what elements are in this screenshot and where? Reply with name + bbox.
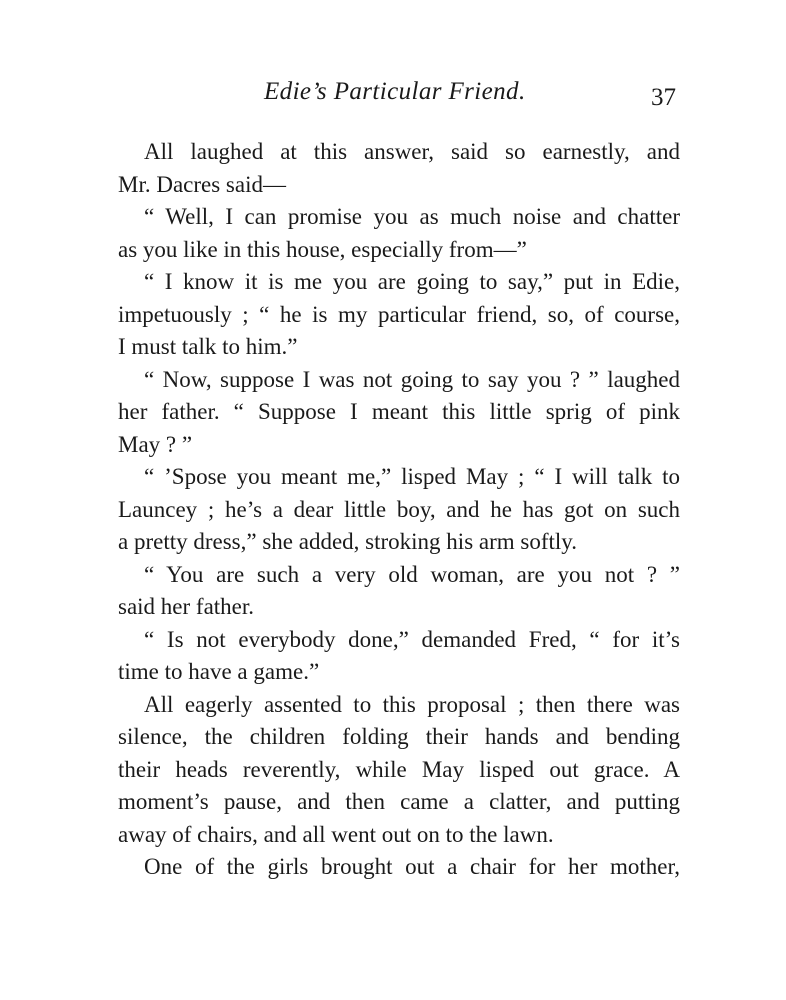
text-line: One of the girls brought out a chair for her mother,	[144, 854, 680, 879]
text-line: their heads reverently, while May lisped out grace. A	[118, 756, 680, 782]
text-line: as you like in this house, especially from—”	[118, 236, 527, 262]
text-line: All laughed at this answer, said so earnestly, and	[144, 139, 680, 164]
text-line: May ? ”	[118, 431, 193, 457]
page-number: 37	[651, 84, 676, 111]
text-line: “ Is not everybody done,” demanded Fred, “ for it’s	[144, 626, 680, 652]
text-line: impetuously ; “ he is my particular friend, so, of course,	[118, 301, 680, 327]
text-line: “ I know it is me you are going to say,” put in Edie,	[144, 269, 680, 294]
running-head	[0, 78, 786, 118]
text-line: time to have a game.”	[118, 659, 320, 684]
text-line: silence, the children folding their hands and bending	[118, 724, 680, 749]
text-line: Launcey ; he’s a dear little boy, and he has got on such	[118, 496, 680, 522]
text-line: “ Well, I can promise you as much noise and chatter	[144, 204, 680, 229]
text-line: moment’s pause, and then came a clatter, and putting	[118, 789, 680, 814]
running-title: Edie’s Particular Friend.	[264, 78, 526, 105]
body-text	[118, 136, 680, 884]
text-line: I must talk to him.”	[118, 334, 298, 359]
text-line: “ You are such a very old woman, are you not ? ”	[144, 561, 680, 587]
text-line: “ Now, suppose I was not going to say you ? ” laughed	[144, 366, 680, 392]
text-line: All eagerly assented to this proposal ; then there was	[144, 691, 680, 717]
text-line: “ ’Spose you meant me,” lisped May ; “ I will talk to	[144, 464, 680, 489]
text-line: her father. “ Suppose I meant this little sprig of pink	[118, 399, 680, 424]
text-line: Mr. Dacres said—	[118, 171, 286, 197]
text-line: away of chairs, and all went out on to the lawn.	[118, 821, 554, 847]
text-line: a pretty dress,” she added, stroking his arm softly.	[118, 529, 578, 554]
text-line: said her father.	[118, 594, 255, 619]
